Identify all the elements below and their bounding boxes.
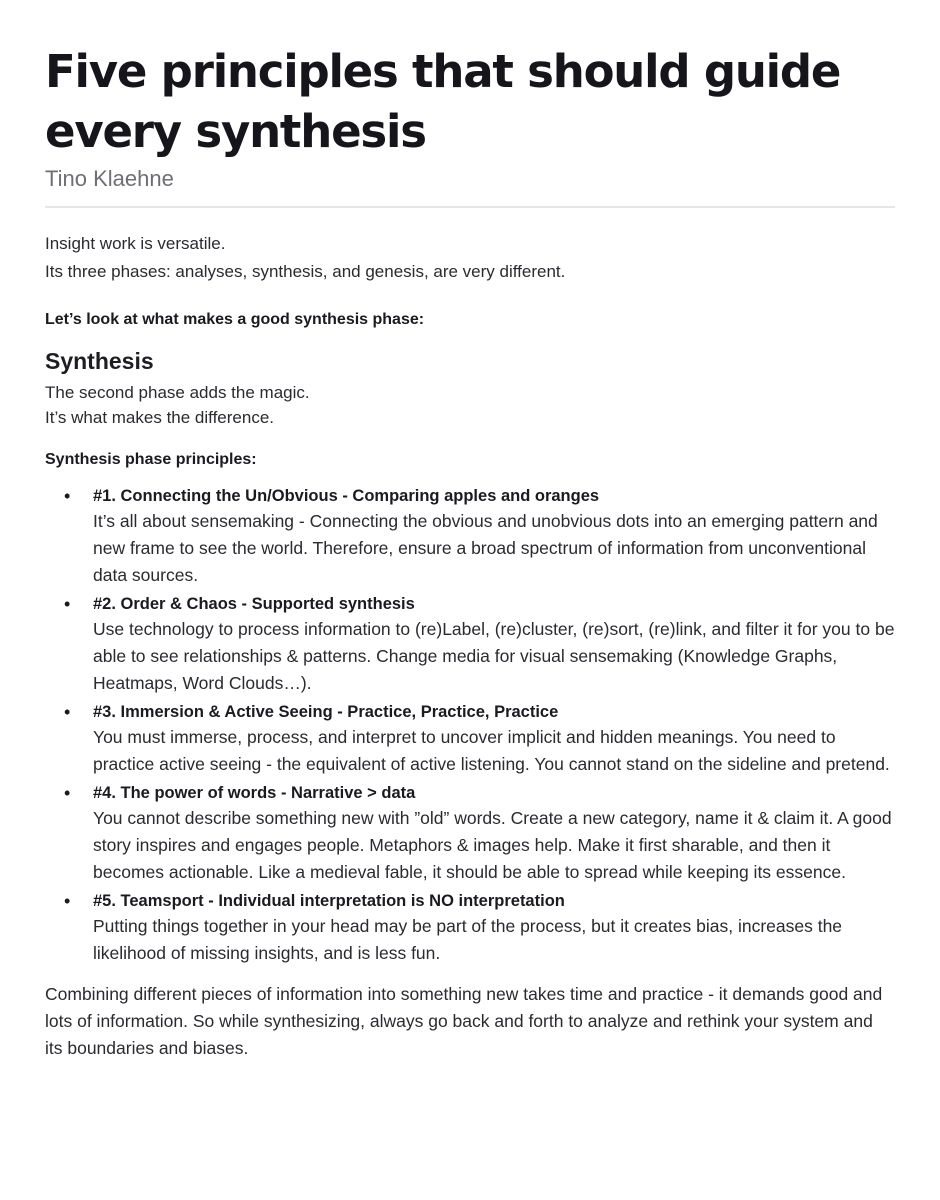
principle-text: It’s all about sensemaking - Connecting the obvious and unobvious dots into an emerging pattern and new frame to see the world. Therefore, ensure a broad spectrum of information from unconventional data sources. bbox=[93, 511, 878, 585]
principle-item bbox=[45, 484, 895, 589]
bullet-icon: • bbox=[64, 891, 71, 911]
principle-heading: #5. Teamsport - Individual interpretation is NO interpretation bbox=[93, 892, 565, 910]
intro-line: Its three phases: analyses, synthesis, and genesis, are very different. bbox=[45, 262, 566, 281]
principle-item bbox=[45, 700, 895, 778]
principle-text: Putting things together in your head may be part of the process, but it creates bias, increases the likelihood of missing insights, and is less fun. bbox=[93, 916, 843, 963]
author-name: Tino Klaehne bbox=[45, 166, 174, 191]
principle-text: Use technology to process information to (re)Label, (re)cluster, (re)sort, (re)link, and filter it for you to be able to see relationships & patterns. Change media for visual sensemaking (Knowledge Graphs, Heatmaps, Word Clouds…). bbox=[93, 619, 895, 693]
bullet-icon: • bbox=[64, 594, 71, 614]
bullet-icon: • bbox=[64, 486, 71, 506]
principle-item bbox=[45, 781, 895, 886]
principle-heading: #4. The power of words - Narrative > data bbox=[93, 784, 416, 802]
principle-text: You cannot describe something new with ”old” words. Create a new category, name it & claim it. A good story inspires and engages people. Metaphors & images help. Make it first sharable, and then it becomes actionable. Like a medieval fable, it should be able to spread while keeping its essence. bbox=[93, 808, 892, 882]
principle-heading: #1. Connecting the Un/Obvious - Comparing apples and oranges bbox=[93, 487, 600, 505]
section-line: The second phase adds the magic. bbox=[45, 383, 310, 402]
closing-paragraph: Combining different pieces of information into something new takes time and practice - it demands good and lots of information. So while synthesizing, always go back and forth to analyze and rethink your system and its boundaries and biases. bbox=[45, 984, 883, 1058]
lead-sentence: Let’s look at what makes a good synthesis phase: bbox=[45, 311, 425, 328]
bullet-icon: • bbox=[64, 783, 71, 803]
intro-line: Insight work is versatile. bbox=[45, 234, 226, 253]
principle-heading: #3. Immersion & Active Seeing - Practice, Practice, Practice bbox=[93, 703, 559, 721]
intro-paragraph bbox=[45, 230, 895, 286]
section-line: It’s what makes the difference. bbox=[45, 408, 274, 427]
section-description bbox=[45, 380, 895, 430]
page-title: Five principles that should guide every synthesis bbox=[45, 45, 841, 158]
title-divider bbox=[45, 206, 895, 208]
principles-list bbox=[45, 484, 895, 967]
principle-heading: #2. Order & Chaos - Supported synthesis bbox=[93, 595, 415, 613]
section-heading: Synthesis bbox=[45, 348, 154, 374]
principles-label: Synthesis phase principles: bbox=[45, 451, 257, 468]
principle-item bbox=[45, 889, 895, 967]
principle-text: You must immerse, process, and interpret to uncover implicit and hidden meanings. You need to practice active seeing - the equivalent of active listening. You cannot stand on the sideline and pretend. bbox=[93, 727, 890, 774]
principle-item bbox=[45, 592, 895, 697]
bullet-icon: • bbox=[64, 702, 71, 722]
